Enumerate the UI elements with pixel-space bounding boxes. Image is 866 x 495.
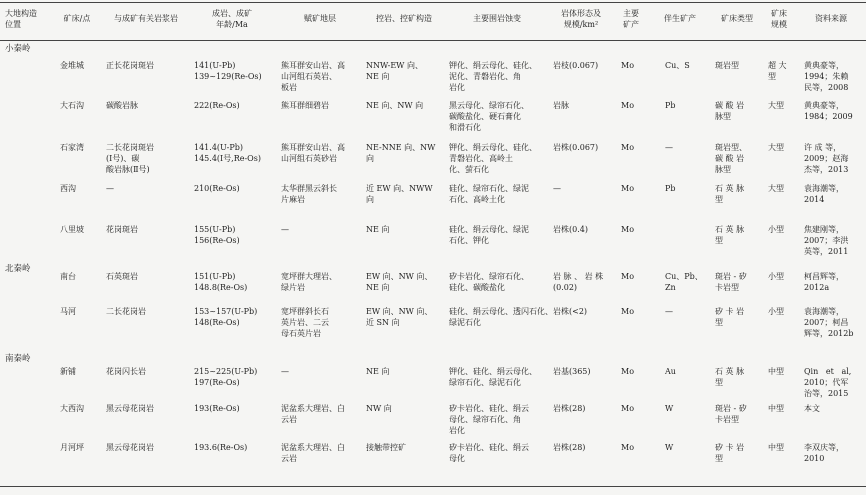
header-form: 岩体形态及 规模/km² <box>561 9 601 29</box>
cell-form: 岩枝(0.067) <box>553 61 599 70</box>
cell-form: 岩脉 <box>553 101 569 110</box>
table-header-rule <box>0 40 866 41</box>
cell-deposit: 西沟 <box>60 184 76 193</box>
cell-form: 岩 脉 、 岩 株 (0.02) <box>553 272 604 292</box>
cell-scale: 小型 <box>768 225 784 234</box>
cell-alteration: 矽卡岩化、绿帘石化、 硅化、碳酸盐化 <box>449 272 529 292</box>
header-rock: 与成矿有关岩浆岩 <box>114 14 178 23</box>
cell-main: Mo <box>621 404 635 413</box>
cell-alteration: 矽卡岩化、硅化、绢云 母化、绿帘石化、角 岩化 <box>449 404 529 435</box>
cell-form: 岩基(365) <box>553 367 591 376</box>
cell-strata: 宽坪群斜长石 英片岩、二云 母石英片岩 <box>281 307 329 338</box>
header-type: 矿床类型 <box>721 14 753 23</box>
cell-scale: 小型 <box>768 307 784 316</box>
cell-type: 斑岩 - 矽 卡岩型 <box>715 404 747 424</box>
header-structure: 控岩、控矿构造 <box>376 14 432 23</box>
cell-assoc: Cu、S <box>665 61 690 70</box>
cell-deposit: 石家湾 <box>60 143 84 152</box>
cell-strata: 宽坪群大理岩、 绿片岩 <box>281 272 337 292</box>
cell-deposit: 大西沟 <box>60 404 84 413</box>
cell-type: 矽 卡 岩 型 <box>715 307 745 327</box>
cell-strata: 熊耳群安山岩、高 山河组石英岩、 板岩 <box>281 61 345 92</box>
cell-scale: 大型 <box>768 143 784 152</box>
cell-main: Mo <box>621 307 635 316</box>
cell-type: 碳 酸 岩 脉型 <box>715 101 745 121</box>
cell-age: 151(U-Pb) 148.8(Re-Os) <box>194 272 248 292</box>
cell-rock: 花岗闪长岩 <box>106 367 146 376</box>
cell-deposit: 金堆城 <box>60 61 84 70</box>
cell-structure: EW 向、NW 向、 近 SN 向 <box>366 307 433 327</box>
cell-rock: 石英斑岩 <box>106 272 138 281</box>
cell-form: 岩株(0.4) <box>553 225 588 234</box>
cell-main: Mo <box>621 367 635 376</box>
cell-source: 李双庆等， 2010 <box>804 443 844 463</box>
cell-scale: 小型 <box>768 272 784 281</box>
cell-source: 本文 <box>804 404 820 413</box>
cell-strata: 熊耳群安山岩、高 山河组石英砂岩 <box>281 143 345 163</box>
cell-type: 石 英 脉 型 <box>715 225 745 245</box>
cell-form: 岩株(<2) <box>553 307 588 316</box>
cell-source: 黄典豪等， 1994；朱赖 民等，2008 <box>804 61 849 92</box>
cell-main: Mo <box>621 184 635 193</box>
cell-assoc: Pb <box>665 184 676 193</box>
cell-main: Mo <box>621 61 635 70</box>
cell-assoc: — <box>665 143 673 152</box>
header-alteration: 主要围岩蚀变 <box>473 14 521 23</box>
cell-rock: 二长花岗岩 <box>106 307 146 316</box>
cell-structure: 接触带控矿 <box>366 443 406 452</box>
cell-form: 岩株(28) <box>553 404 586 413</box>
cell-age: 193.6(Re-Os) <box>194 443 248 452</box>
cell-structure: NE-NNE 向、NW 向 <box>366 143 436 163</box>
cell-rock: 黑云母花岗岩 <box>106 443 154 452</box>
cell-scale: 中型 <box>768 367 784 376</box>
cell-structure: NNW-EW 向、 NE 向 <box>366 61 423 81</box>
cell-type: 斑岩 - 矽 卡岩型 <box>715 272 747 292</box>
cell-structure: 近 EW 向、NWW 向 <box>366 184 433 204</box>
cell-form: 岩株(0.067) <box>553 143 599 152</box>
cell-alteration: 硅化、绢云母化、绿泥 石化、钾化 <box>449 225 529 245</box>
cell-scale: 中型 <box>768 404 784 413</box>
cell-rock: — <box>106 184 114 193</box>
cell-type: 斑岩型 <box>715 61 739 70</box>
header-assoc: 伴生矿产 <box>664 14 696 23</box>
cell-deposit: 月河坪 <box>60 443 84 452</box>
cell-source: 许 成 等， 2009；赵海 杰等，2013 <box>804 143 849 174</box>
cell-strata: 太华群黑云斜长 片麻岩 <box>281 184 337 204</box>
cell-rock: 黑云母花岗岩 <box>106 404 154 413</box>
region-label: 南秦岭 <box>5 354 31 364</box>
cell-age: 210(Re-Os) <box>194 184 240 193</box>
cell-deposit: 马河 <box>60 307 76 316</box>
cell-alteration: 硅化、绢云母化、透闪石化、 绿泥石化 <box>449 307 553 327</box>
cell-structure: NW 向 <box>366 404 392 413</box>
cell-main: Mo <box>621 272 635 281</box>
cell-structure: NE 向 <box>366 367 390 376</box>
cell-strata: 熊耳群细碧岩 <box>281 101 329 110</box>
cell-age: 141.4(U-Pb) 145.4(Ⅰ号,Re-Os) <box>194 143 261 163</box>
cell-source: 焦建刚等， 2007；李洪 英等，2011 <box>804 225 849 256</box>
cell-scale: 大型 <box>768 184 784 193</box>
header-source: 资料来源 <box>815 14 847 23</box>
cell-strata: 泥盆系大理岩、白 云岩 <box>281 404 345 424</box>
cell-deposit: 新铺 <box>60 367 76 376</box>
cell-rock: 正长花岗斑岩 <box>106 61 154 70</box>
cell-age: 153~157(U-Pb) 148(Re-Os) <box>194 307 258 327</box>
cell-alteration: 黑云母化、绿帘石化、 碳酸盐化、硬石膏化 和滑石化 <box>449 101 529 132</box>
cell-assoc: Cu、Pb、 Zn <box>665 272 703 292</box>
cell-age: 222(Re-Os) <box>194 101 240 110</box>
cell-rock: 花岗斑岩 <box>106 225 138 234</box>
cell-age: 215~225(U-Pb) 197(Re-Os) <box>194 367 258 387</box>
cell-alteration: 矽卡岩化、硅化、绢云 母化 <box>449 443 529 463</box>
cell-source: 黄典豪等， 1984；2009 <box>804 101 853 121</box>
header-strata: 赋矿地层 <box>304 14 336 23</box>
cell-main: Mo <box>621 143 635 152</box>
cell-deposit: 大石沟 <box>60 101 84 110</box>
header-position: 大地构造 位置 <box>5 9 37 29</box>
cell-alteration: 钾化、绢云母化、硅化、 青磐岩化、高岭土 化、萤石化 <box>449 143 537 174</box>
table-bottom-rule <box>0 486 866 487</box>
cell-form: — <box>553 184 561 193</box>
cell-alteration: 硅化、绿帘石化、绿泥 石化、高岭土化 <box>449 184 529 204</box>
cell-assoc: W <box>665 404 674 413</box>
region-label: 小秦岭 <box>5 44 31 54</box>
cell-main: Mo <box>621 101 635 110</box>
cell-deposit: 南台 <box>60 272 76 281</box>
cell-main: Mo <box>621 443 635 452</box>
cell-type: 石 英 脉 型 <box>715 184 745 204</box>
cell-age: 141(U-Pb) 139~129(Re-Os) <box>194 61 262 81</box>
cell-age: 155(U-Pb) 156(Re-Os) <box>194 225 240 245</box>
table-top-rule <box>0 2 866 3</box>
cell-scale: 中型 <box>768 443 784 452</box>
header-deposit: 矿床/点 <box>63 14 91 23</box>
cell-age: 193(Re-Os) <box>194 404 240 413</box>
cell-source: 袁海潮等， 2014 <box>804 184 844 204</box>
cell-main: Mo <box>621 225 635 234</box>
cell-scale: 大型 <box>768 101 784 110</box>
cell-source: Qin et al, 2010；代军 治等，2015 <box>804 367 852 398</box>
cell-source: 袁海潮等， 2007；柯昌 辉等，2012b <box>804 307 854 338</box>
cell-assoc: Pb <box>665 101 676 110</box>
cell-form: 岩株(28) <box>553 443 586 452</box>
header-main: 主要 矿产 <box>623 9 639 29</box>
cell-structure: NE 向、NW 向 <box>366 101 424 110</box>
cell-assoc: Au <box>665 367 676 376</box>
cell-strata: — <box>281 367 289 376</box>
cell-type: 矽 卡 岩 型 <box>715 443 745 463</box>
cell-alteration: 钾化、绢云母化、硅化、 泥化、青磐岩化、角 岩化 <box>449 61 537 92</box>
cell-deposit: 八里坡 <box>60 225 84 234</box>
cell-source: 柯昌辉等， 2012a <box>804 272 844 292</box>
header-age: 成岩、成矿 年龄/Ma <box>212 9 252 29</box>
cell-rock: 二长花岗斑岩 (Ⅰ号)、碳 酸岩脉(Ⅱ号) <box>106 143 154 174</box>
cell-type: 斑岩型、 碳 酸 岩 脉型 <box>715 143 747 174</box>
cell-alteration: 钾化、硅化、绢云母化、 绿帘石化、绿泥石化 <box>449 367 537 387</box>
cell-type: 石 英 脉 型 <box>715 367 745 387</box>
header-scale: 矿床 规模 <box>771 9 787 29</box>
cell-structure: NE 向 <box>366 225 390 234</box>
cell-assoc: W <box>665 443 674 452</box>
cell-assoc: — <box>665 307 673 316</box>
cell-strata: 泥盆系大理岩、白 云岩 <box>281 443 345 463</box>
cell-scale: 超 大 型 <box>768 61 787 81</box>
region-label: 北秦岭 <box>5 264 31 274</box>
cell-structure: EW 向、NW 向、 NE 向 <box>366 272 433 292</box>
cell-rock: 碳酸岩脉 <box>106 101 138 110</box>
cell-strata: — <box>281 225 289 234</box>
